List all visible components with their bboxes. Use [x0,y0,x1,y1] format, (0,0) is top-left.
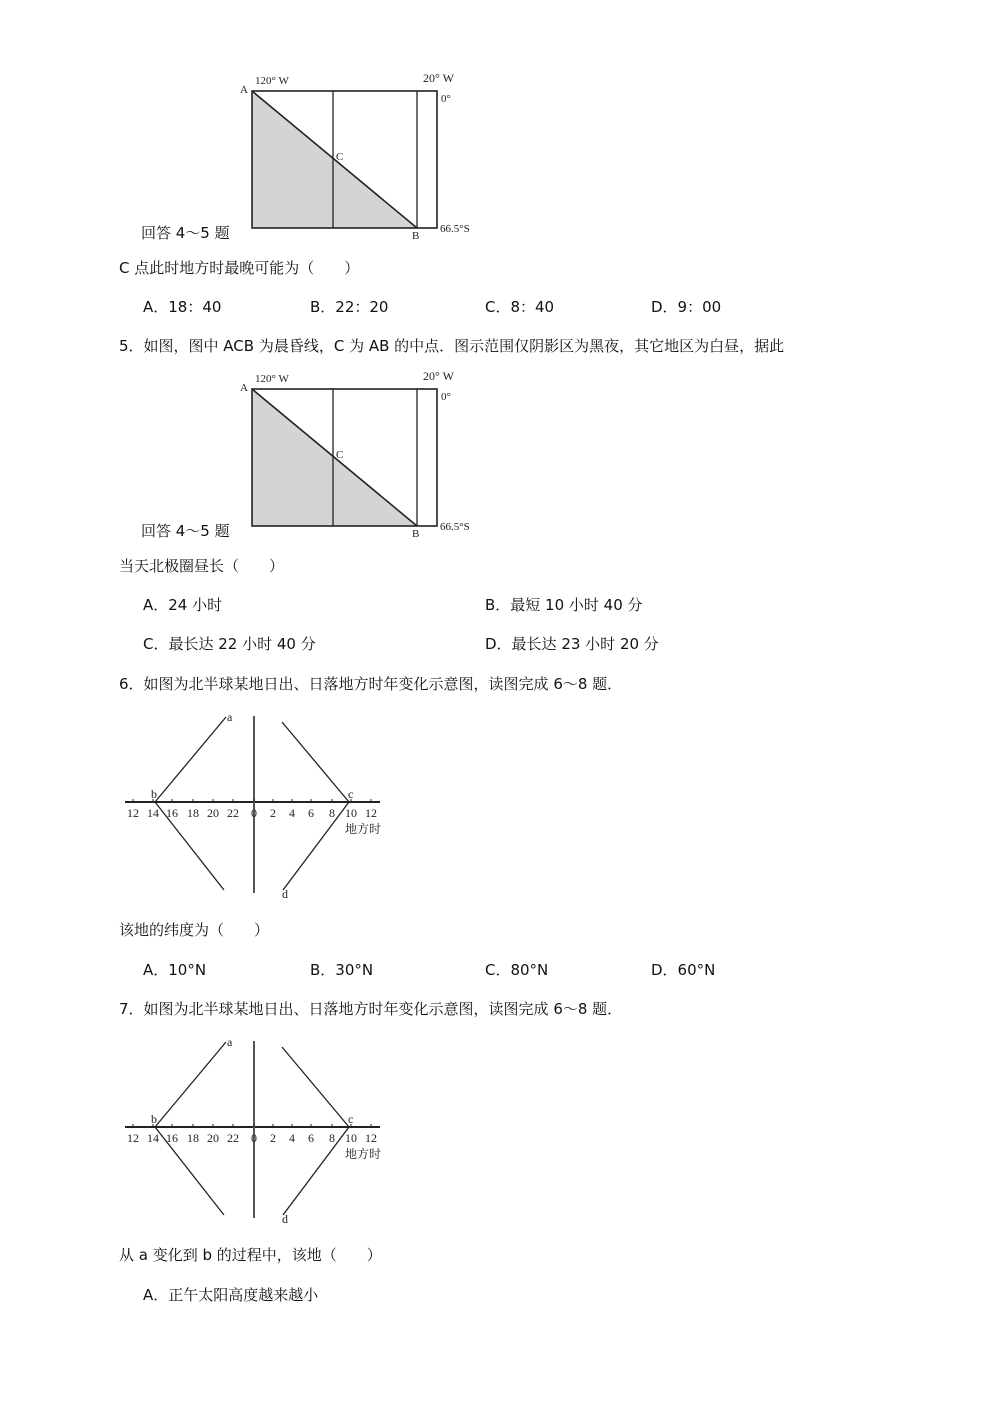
label-c: C [336,151,344,163]
q4-option-d: D．9：00 [651,298,722,316]
q6-option-c: C．80°N [485,961,549,979]
tick-label: 20 [207,1131,219,1145]
q5-question: 当天北极圈昼长（ ） [119,557,285,575]
tick-label: 10 [345,1131,357,1145]
q4-option-c: C．8：40 [485,298,555,316]
q4-stem: C 点此时地方时最晚可能为（ ） [119,259,360,277]
tick-label: 12 [365,806,377,820]
q7-stem: 7．如图为北半球某地日出、日落地方时年变化示意图，读图完成 6～8 题． [119,1000,623,1018]
tick-label: 18 [187,1131,199,1145]
tick-label: 8 [329,806,335,820]
label-a: A [240,382,248,394]
q4-option-b: B．22：20 [310,298,389,316]
label-lat-bottom: 66.5°S [440,521,470,533]
sunrise-line-upper [282,722,349,802]
q7-question: 从 a 变化到 b 的过程中，该地（ ） [119,1246,382,1264]
q5-option-b: B．最短 10 小时 40 分 [485,596,643,614]
label-lat-bottom: 66.5°S [440,223,470,235]
tick-label: 12 [127,1131,139,1145]
tick-label: 20 [207,806,219,820]
tick-label: 10 [345,806,357,820]
label-lon-right: 20° W [423,369,454,383]
label-d: d [282,887,288,901]
tick-label: 22 [227,806,239,820]
axis-label: 地方时 [345,822,382,836]
label-b: b [151,1112,157,1126]
q5-option-c: C．最长达 22 小时 40 分 [143,635,316,653]
label-a: a [227,1035,233,1049]
tick-label: 14 [147,806,159,820]
sunrise-line-upper [282,1047,349,1127]
label-lon-right: 20° W [423,71,454,85]
label-c: c [348,1112,354,1126]
q7-option-a: A．正午太阳高度越来越小 [143,1286,319,1304]
label-b: B [412,230,420,242]
sunset-line-a [155,1042,226,1127]
label-lat-top: 0° [441,93,451,105]
tick-label: 12 [127,806,139,820]
q4-option-a: A．18：40 [143,298,222,316]
axis-label: 地方时 [345,1147,382,1161]
label-c: c [348,787,354,801]
tick-label: 2 [270,806,276,820]
tick-label: 4 [289,806,295,820]
q6-option-d: D．60°N [651,961,716,979]
label-a: A [240,84,248,96]
q6-option-a: A．10°N [143,961,207,979]
label-lat-top: 0° [441,391,451,403]
figure-caption: 回答 4～5 题 [141,224,230,242]
figure-caption: 回答 4～5 题 [141,522,230,540]
label-d: d [282,1212,288,1226]
q5-option-d: D．最长达 23 小时 20 分 [485,635,659,653]
tick-label: 6 [308,1131,314,1145]
label-b: b [151,787,157,801]
tick-label: 0 [251,1131,257,1145]
tick-label: 12 [365,1131,377,1145]
tick-label: 22 [227,1131,239,1145]
tick-label: 16 [166,1131,178,1145]
tick-label: 0 [251,806,257,820]
q6-option-b: B．30°N [310,961,374,979]
tick-label: 6 [308,806,314,820]
label-b: B [412,528,420,540]
label-lon-left: 120° W [255,75,289,87]
q5-stem: 5．如图，图中 ACB 为晨昏线，C 为 AB 的中点．图示范围仅阴影区为黑夜，其它地区为白昼，据此 [119,337,785,355]
q6-stem: 6．如图为北半球某地日出、日落地方时年变化示意图，读图完成 6～8 题． [119,675,623,693]
q6-question: 该地的纬度为（ ） [119,921,270,939]
tick-label: 4 [289,1131,295,1145]
tick-label: 2 [270,1131,276,1145]
sunset-line-a [155,717,226,802]
tick-label: 14 [147,1131,159,1145]
label-lon-left: 120° W [255,373,289,385]
tick-label: 8 [329,1131,335,1145]
label-a: a [227,710,233,724]
q5-option-a: A．24 小时 [143,596,223,614]
label-c: C [336,449,344,461]
tick-label: 18 [187,806,199,820]
tick-label: 16 [166,806,178,820]
